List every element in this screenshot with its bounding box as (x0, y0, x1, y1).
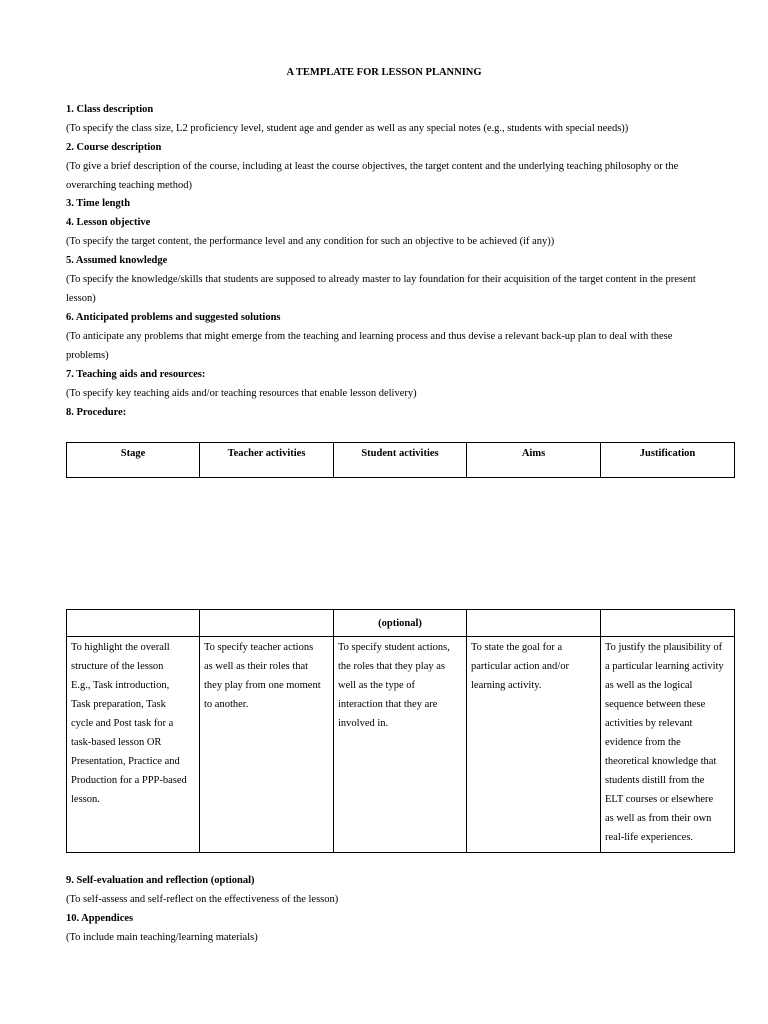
section-teaching-aids (66, 365, 706, 403)
page-title: A TEMPLATE FOR LESSON PLANNING (286, 67, 482, 78)
cell-line: task-based lesson OR (71, 737, 162, 748)
cell-line: as well as from their own (605, 813, 712, 824)
section-description: (To self-assess and self-reflect on the effectiveness of the lesson) (66, 894, 339, 905)
section-heading: 6. Anticipated problems and suggested solutions (66, 312, 281, 323)
table-header-row (67, 443, 735, 478)
section-heading: 2. Course description (66, 142, 162, 153)
section-description: (To specify the class size, L2 proficiency level, student age and gender as well as any special notes (e.g., students with special needs)) (66, 123, 629, 134)
section-self-evaluation (66, 871, 706, 909)
procedure-detail-table (66, 609, 735, 853)
section-appendices (66, 909, 706, 947)
section-heading: 1. Class description (66, 104, 154, 115)
header-teacher-activities: Teacher activities (200, 443, 334, 478)
cell-line: cycle and Post task for a (71, 718, 174, 729)
procedure-header-table (66, 442, 735, 478)
section-heading: 9. Self-evaluation and reflection (optional) (66, 875, 255, 886)
section-heading: 10. Appendices (66, 913, 134, 924)
cell-line: real-life experiences. (605, 832, 694, 843)
cell-line: learning activity. (471, 680, 542, 691)
header-stage: Stage (67, 443, 200, 478)
section-description: (To specify key teaching aids and/or teaching resources that enable lesson delivery) (66, 388, 417, 399)
section-lesson-objective (66, 213, 706, 251)
cell-line: as well as their roles that (204, 661, 309, 672)
aims-description (467, 637, 601, 853)
cell-line: theoretical knowledge that (605, 756, 717, 767)
cell-line: To highlight the overall (71, 642, 170, 653)
section-heading: 8. Procedure: (66, 407, 127, 418)
cell-line: Production for a PPP-based (71, 775, 187, 786)
section-heading: 5. Assumed knowledge (66, 255, 168, 266)
cell-line: interaction that they are (338, 699, 438, 710)
cell-line: E.g., Task introduction, (71, 680, 170, 691)
section-time-length (66, 194, 706, 213)
student-activities-description (334, 637, 467, 853)
table-cell (67, 610, 200, 637)
cell-line: lesson. (71, 794, 100, 805)
section-description: (To give a brief description of the course, including at least the course objectives, the target content and the underlying teaching philosophy or the overarching teaching method) (66, 161, 679, 191)
cell-line: well as the type of (338, 680, 415, 691)
cell-line: To justify the plausibility of (605, 642, 723, 653)
cell-line: evidence from the (605, 737, 681, 748)
cell-line: particular action and/or (471, 661, 569, 672)
cell-line: Presentation, Practice and (71, 756, 180, 767)
cell-line: activities by relevant (605, 718, 693, 729)
cell-line: To specify student actions, (338, 642, 450, 653)
section-heading: 4. Lesson objective (66, 217, 151, 228)
optional-label: (optional) (334, 610, 467, 637)
cell-line: involved in. (338, 718, 389, 729)
description-row (67, 637, 735, 853)
section-heading: 3. Time length (66, 198, 131, 209)
header-student-activities: Student activities (334, 443, 467, 478)
cell-line: To specify teacher actions (204, 642, 314, 653)
cell-line: to another. (204, 699, 249, 710)
header-justification: Justification (601, 443, 735, 478)
section-description: (To include main teaching/learning materials) (66, 932, 258, 943)
cell-line: students distill from the (605, 775, 705, 786)
cell-line: a particular learning activity (605, 661, 724, 672)
cell-line: ELT courses or elsewhere (605, 794, 714, 805)
section-assumed-knowledge (66, 251, 706, 308)
section-procedure (66, 403, 706, 422)
cell-line: they play from one moment (204, 680, 321, 691)
section-heading: 7. Teaching aids and resources: (66, 369, 206, 380)
stage-description (67, 637, 200, 853)
section-description: (To specify the knowledge/skills that students are supposed to already master to lay foundation for their acquisition of the target content in the present lesson) (66, 274, 696, 304)
section-class-description (66, 100, 706, 138)
section-description: (To anticipate any problems that might emerge from the teaching and learning process and thus devise a relevant back-up plan to deal with these problems) (66, 331, 673, 361)
table-cell (200, 610, 334, 637)
section-course-description (66, 138, 706, 195)
teacher-activities-description (200, 637, 334, 853)
optional-row (67, 610, 735, 637)
section-anticipated-problems (66, 308, 706, 365)
cell-line: Task preparation, Task (71, 699, 166, 710)
cell-line: structure of the lesson (71, 661, 164, 672)
header-aims: Aims (467, 443, 601, 478)
cell-line: the roles that they play as (338, 661, 446, 672)
section-description: (To specify the target content, the performance level and any condition for such an objective to be achieved (if any)) (66, 236, 555, 247)
table-cell (601, 610, 735, 637)
cell-line: To state the goal for a (471, 642, 563, 653)
table-cell (467, 610, 601, 637)
cell-line: sequence between these (605, 699, 706, 710)
justification-description (601, 637, 735, 853)
cell-line: as well as the logical (605, 680, 693, 691)
